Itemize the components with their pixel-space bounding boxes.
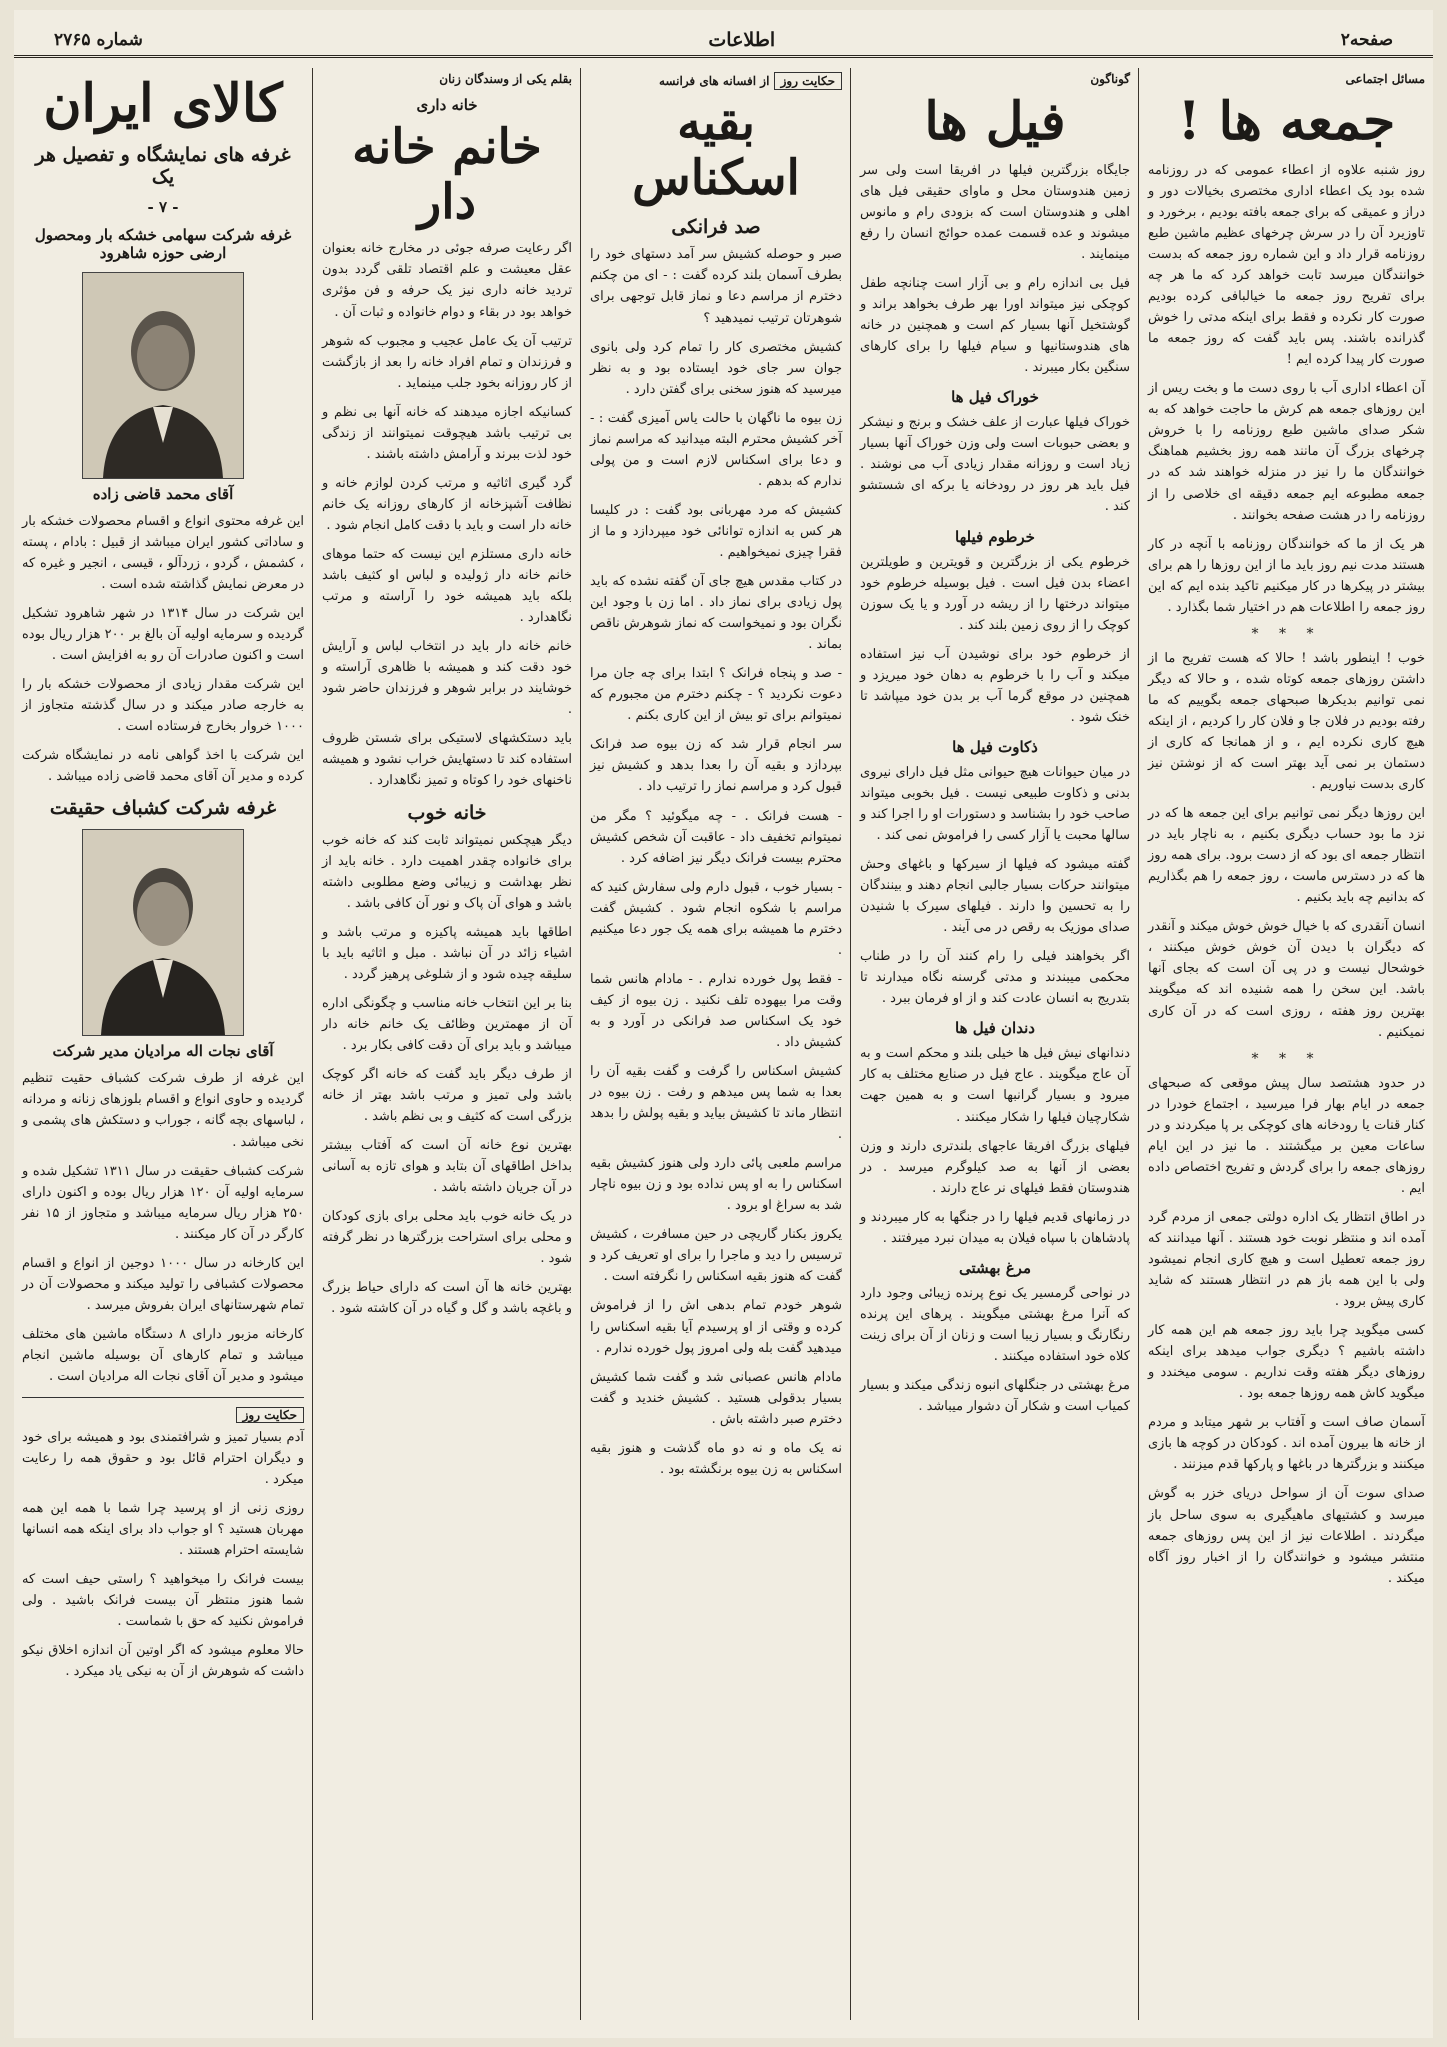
paragraph: بیست فرانک را میخواهید ؟ راستی حیف است که شما هنوز منتظر آن بیست فرانک باشید . ولی فراموش نکنید که حق با شماست . xyxy=(22,1572,304,1630)
paragraph: فیلهای بزرگ افریقا عاجهای بلندتری دارند و وزن بعضی از آنها به صد کیلوگرم میرسد . در هندوستان فقط فیلهای نر عاج دارند . xyxy=(860,1138,1130,1196)
page-label: صفحه۲ xyxy=(1340,29,1393,50)
portrait-image xyxy=(83,273,243,478)
paragraph: نه یک ماه و نه دو ماه گذشت و هنوز بقیه اسکناس به زن بیوه برنگشته بود . xyxy=(590,1440,842,1477)
column-jomeh-ha xyxy=(1140,68,1433,2020)
paragraph: در کتاب مقدس هیچ جای آن گفته نشده که باید پول زیادی برای نماز داد . اما زن با وجود این نگران بود و نمیخواست که نماز شوهرش ناقص بماند . xyxy=(590,574,842,653)
paragraph: اطاقها باید همیشه پاکیزه و مرتب باشد و اشیاء زائد در آن نباشد . مبل و اثاثیه باید با سلیقه چیده شود و از شلوغی پرهیز گردد . xyxy=(322,924,572,982)
paragraph: کسانیکه اجازه میدهند که خانه آنها بی نظم و بی ترتیب باشد هیچوقت نمیتوانند از زندگی خود لذت ببرند و آرامش داشته باشند . xyxy=(322,404,572,462)
column-rule xyxy=(1138,68,1139,2020)
paragraph: از طرف دیگر باید گفت که خانه اگر کوچک باشد ولی تمیز و مرتب باشد بهتر از خانه بزرگی است که کثیف و بی نظم باشد . xyxy=(322,1066,572,1125)
subtitle: غرفه های نمایشگاه و تفصیل هر یک xyxy=(35,143,291,188)
column-rule xyxy=(850,68,851,2020)
column-kalaye-iran xyxy=(14,68,312,2020)
paragraph: مرغ بهشتی در جنگلهای انبوه زندگی میکند و بسیار کمیاب است و شکار آن دشوار میباشد . xyxy=(860,1378,1130,1415)
paragraph: خانه داری مستلزم این نیست که حتما موهای خانم خانه دار ژولیده و لباس او کثیف باشد بلکه باید همیشه خود را آراسته و مرتب نگاهدارد . xyxy=(322,546,572,626)
paragraph: دندانهای نیش فیل ها خیلی بلند و محکم است و به آن عاج میگویند . عاج فیل در صنایع مختلف به کار میرود و بسیار گرانبها است و به همین جهت شکارچیان فیلها را شکار میکنند . xyxy=(860,1046,1130,1125)
byline: صد فرانکی xyxy=(671,216,761,239)
paragraph: در اطاق انتظار یک اداره دولتی جمعی از مردم گرد آمده اند و منتظر نوبت خود هستند . آنها میدانند که روز جمعه تعطیل است و هیچ کاری انجام نمیشود ولی با این همه باز هم در انتظار هستند که شاید کاری پیش برود . xyxy=(1148,1209,1425,1310)
section-kicker: بقلم یکی از وسندگان زنان xyxy=(439,72,572,86)
paragraph: کسی میگوید چرا باید روز جمعه هم این همه کار داشته باشیم ؟ دیگری جواب میدهد برای اینکه روزهای دیگر هفته وقت نداریم . سومی میخندد و میگوید کاش همه روزها جمعه بود . xyxy=(1148,1323,1425,1402)
paragraph: روز شنبه علاوه از اعطاء عمومی که در روزنامه شده بود یک اعطاء اداری مختصری بخیالات دور و دراز و عمیقی که برای جمعه بافته بودیم ، برخورد و تاوزیرد آن را در سرش چرخهای عظیم ماشین طبع روزنامه قرار داد و این شماره روز جمعه که بدست خوانندگان میرسد تابت خواهد کرد که ما هر چه برای تفریح روز جمعه ما خیالبافی کرده بودیم صورت کار نکرده و فقط برای اینکه مدتی را خوش گذرانده باشند. پس باید گفت که روز جمعه ما صورت کار پیدا کرده ایم ! xyxy=(1148,162,1425,368)
paragraph: روزی زنی از او پرسید چرا شما با همه این همه مهربان هستید ؟ او جواب داد برای اینکه همه انسانها شایسته احترام هستند . xyxy=(22,1501,304,1559)
paragraph: گرد گیری اثاثیه و مرتب کردن لوازم خانه و نظافت آشپزخانه از کارهای روزانه یک خانم خانه دار است و باید با دقت کامل انجام شود . xyxy=(322,475,572,533)
portrait-photo xyxy=(82,829,244,1036)
photo-caption: آقای نجات اله مرادیان مدیر شرکت xyxy=(52,1042,274,1061)
section-separator: * * * xyxy=(1251,625,1322,642)
headline-baghiye-eskenas: بقیه اسکناس xyxy=(632,95,800,207)
paragraph: انسان آنقدری که با خیال خوش خوش میکند و آنقدر که دیگران با دیدن آن خوش خوش میکنند ، خوشحال نیست و در پی آن است که بجای آنها باشد. این سخن را همه شنیده اند که میگویند بهترین روز هفته ، روزی است که در آن کاری نمیکنیم . xyxy=(1148,919,1425,1040)
paper-name: اطلاعات xyxy=(708,28,776,51)
paragraph: از خرطوم خود برای نوشیدن آب نیز استفاده میکند و آب را با خرطوم به دهان خود میریزد و همچنین در موقع گرما آب بر بدن خود میپاشد تا خنک شود . xyxy=(860,646,1130,725)
paragraph: فیل بی اندازه رام و بی آزار است چنانچه طفل کوچکی نیز میتواند اورا بهر طرف بخواهد براند و گوشتخیل آنها بسیار کم است و همچنین در خانه های هندوستانیها و سیام فیلها را برای کارهای سنگین بکار میبرند . xyxy=(860,276,1130,376)
photo-caption: آقای محمد قاضی زاده xyxy=(92,484,234,503)
headline-jomeh-ha: جمعه ها ! xyxy=(1177,91,1396,152)
paragraph: در میان حیوانات هیچ حیوانی مثل فیل دارای نیروی بدنی و ذکاوت طبیعی نیست . فیل بخوبی میتواند صاحب خود را بشناسد و دستورات او را اجرا کند و سالها محبت یا آزار کسی را فراموش نمی کند . xyxy=(860,764,1130,844)
paragraph: کشیش اسکناس را گرفت و گفت بقیه آن را بعدا به شما پس میدهم و رفت . زن بیوه در انتظار ماند تا کشیش بیاید و بقیه پولش را بدهد . xyxy=(590,1064,842,1143)
paragraph: شرکت کشباف حقیقت در سال ۱۳۱۱ تشکیل شده و سرمایه اولیه آن ۱۲۰ هزار ریال بوده و اکنون دارای ۲۵۰ هزار ریال سرمایه میباشد و متجاوز از ۱۵ نفر کارگر در آن کار میکنند . xyxy=(22,1163,304,1242)
story-tag: حکایت روز xyxy=(236,1407,304,1423)
portrait-image xyxy=(83,830,243,1035)
paragraph: خوب ! اینطور باشد ! حالا که هست تفریح ما از داشتن روزهای جمعه کوتاه شده ، و حالا که دیگر نمی توانیم بدیکرها صبحهای جمعه بگوییم که ما رفته بودیم در فلان جا و فلان کار را کردیم ، از اینکه هیچ کاری نکرده ایم ، و از همانجا که کاری از دستمان بر نمی آید بهتر است که از نوشتن نیز کاری بدست نیاوریم . xyxy=(1148,650,1425,793)
subheading: مرغ بهشتی xyxy=(959,1258,1031,1277)
paragraph: شوهر خودم تمام بدهی اش را از فراموش کرده و وقتی از او پرسیدم آیا بقیه اسکناس را میدهید گفت بله ولی امروز پول خورده ندارم . xyxy=(590,1298,842,1356)
story-source: از افسانه های فرانسه xyxy=(659,74,770,88)
paragraph: - بسیار خوب ، قبول دارم ولی سفارش کنید که مراسم با شکوه انجام شود . کشیش گفت دخترم ما همیشه برای همه یک جور دعا میکنیم . xyxy=(590,879,842,958)
paragraph: این شرکت با اخذ گواهی نامه در نمایشگاه شرکت کرده و مدیر آن آقای محمد قاضی زاده میباشد . xyxy=(22,748,304,785)
paragraph: حالا معلوم میشود که اگر اوتین آن اندازه اخلاق نیکو داشت که شوهرش از آن به نیکی یاد میکرد . xyxy=(22,1643,304,1680)
newspaper-page xyxy=(14,10,1433,2038)
paragraph: این روزها دیگر نمی توانیم برای این جمعه ها که در نزد ما بود حساب دیگری بکنیم ، به ناچار باید در انتظار جمعه ای بود که از دست برود. برای همه روز ها که در دسترس ماست ، روز جمعه را هم بگذاریم که بدانیم چه باید بکنیم . xyxy=(1148,806,1425,906)
paragraph: دیگر هیچکس نمیتواند ثابت کند که خانه خوب برای خانواده چقدر اهمیت دارد . خانه باید از نظر بهداشت و زیبائی وضع مطلوبی داشته باشد و هوای آن پاک و نور آن کافی باشد . xyxy=(322,832,572,911)
paragraph: اگر رعایت صرفه جوئی در مخارج خانه بعنوان عقل معیشت و علم اقتصاد تلقی گردد بدون تردید خانه داری نیز یک حرفه و فن مؤثری خواهد بود در بقاء و دوام خانواده و ثبات آن . xyxy=(322,241,572,320)
headline-kalaye-iran: کالای ایران xyxy=(43,73,283,134)
paragraph: کارخانه مزبور دارای ۸ دستگاه ماشین های مختلف میباشد و تمام کارهای آن بوسیله ماشین انجام میشود و مدیر آن آقای نجات اله مرادیان است . xyxy=(22,1326,304,1384)
section-label: خانه داری xyxy=(416,96,478,114)
paragraph: یکروز بکنار گاریچی در حین مسافرت ، کشیش ترسیس را دید و ماجرا را برای او تعریف کرد و گفت که هنوز بقیه اسکناس را نگرفته است . xyxy=(590,1227,842,1285)
paragraph: صبر و حوصله کشیش سر آمد دستهای خود را بطرف آسمان بلند کرده گفت : - ای من چکنم دخترم از مراسم دعا و نماز قابل توجهی برای شوهرتان ترتیب نمیدهید ؟ xyxy=(590,247,842,326)
subheading: خوراک فیل ها xyxy=(951,388,1039,407)
headline-fil-ha: فیل ها xyxy=(924,91,1066,152)
section-separator: * * * xyxy=(1251,1050,1322,1067)
paragraph: این کارخانه در سال ۱۰۰۰ دوجین از انواع و اقسام محصولات کشبافی را تولید میکند و محصولات آن در تمام شهرستانهای ایران بفروش میرسد . xyxy=(22,1255,304,1313)
subheading: دندان فیل ها xyxy=(955,1019,1035,1038)
section-kicker: گوناگون xyxy=(1090,72,1130,86)
paragraph: این غرفه از طرف شرکت کشباف حقیت تنظیم گردیده و حاوی انواع و اقسام بلوزهای زنانه و مردانه ، لباسهای بچه گانه ، جوراب و دستکش های پشمی و نخی میباشد . xyxy=(22,1071,304,1150)
column-fil-ha xyxy=(852,68,1138,2020)
masthead xyxy=(14,24,1433,58)
column-khanom-khanedar xyxy=(314,68,580,2020)
paragraph: در نواحی گرمسیر یک نوع پرنده زیبائی وجود دارد که آنرا مرغ بهشتی میگویند . پرهای این پرنده رنگارنگ و بسیار زیبا است و زنان از آن برای زینت کلاه خود استفاده میکنند . xyxy=(860,1285,1130,1364)
subheading: ذکاوت فیل ها xyxy=(952,737,1038,756)
paragraph: مراسم ملعبی پائی دارد ولی هنوز کشیش بقیه اسکناس را به او پس نداده بود و زن بیوه ناچار شد به سراغ او برود . xyxy=(590,1156,842,1214)
part-number: - ۷ - xyxy=(147,197,179,216)
paragraph: این شرکت در سال ۱۳۱۴ در شهر شاهرود تشکیل گردیده و سرمایه اولیه آن بالغ بر ۲۰۰ هزار ریال بوده است و اکنون صادرات آن رو به افزایش است . xyxy=(22,605,304,664)
column-baghiye-eskenas xyxy=(582,68,850,2020)
paragraph: گفته میشود که فیلها از سیرکها و باغهای وحش میتوانند حرکات بسیار جالبی انجام دهند و بینندگان را به تحسین وا دارند . فیلهای سیرک با شنیدن صدای موزیک به رقص در می آیند . xyxy=(860,857,1130,936)
paragraph: کشیش مختصری کار را تمام کرد ولی بانوی جوان سر جای خود ایستاده بود و به نظر میرسید که هنوز سخنی برای گفتن دارد . xyxy=(590,339,842,397)
paragraph: بهترین نوع خانه آن است که آفتاب بیشتر بداخل اطاقهای آن بتابد و هوای تازه به آسانی در آن جریان داشته باشد . xyxy=(322,1138,572,1196)
paragraph: بنا بر این انتخاب خانه مناسب و چگونگی اداره آن از مهمترین وظائف یک خانم خانه دار میباشد و باید برای آن دقت کافی بکار برد . xyxy=(322,995,572,1053)
paragraph: سر انجام قرار شد که زن بیوه صد فرانک بپردازد و بقیه آن را بعدا بدهد و کشیش نیز قبول کرد و مراسم نماز را ترتیب داد . xyxy=(590,737,842,795)
section-kicker: مسائل اجتماعی xyxy=(1345,72,1425,86)
column-rule xyxy=(312,68,313,2020)
paragraph: بهترین خانه ها آن است که دارای حیاط بزرگ و باغچه باشد و گل و گیاه در آن کاشته شود . xyxy=(322,1280,572,1317)
paragraph: آسمان صاف است و آفتاب بر شهر میتابد و مردم از خانه ها بیرون آمده اند . کودکان در کوچه ها بازی میکنند و بزرگترها در باغها و پارکها قدم میزنند . xyxy=(1148,1415,1425,1473)
paragraph: هر یک از ما که خوانندگان روزنامه با آنچه در کار هستند مدت نیم روز باید ما از این روزها را هم برای بیشتر در پیکرها در کار میکنیم تاکید بنده ایم که این روز جمعه را اطلاعات هم در اختیار شما بگذارد . xyxy=(1148,536,1425,615)
subheading: خانه خوب xyxy=(407,801,487,824)
paragraph: این شرکت مقدار زیادی از محصولات خشکه بار را به خارجه صادر میکند و در سال گذشته متجاوز از ۱۰۰۰ خروار بخارج فرستاده است . xyxy=(22,677,304,735)
headline-khanom-khanedar: خانم خانه دار xyxy=(352,119,542,231)
section-label: غرفه شرکت کشباف حقیقت xyxy=(49,797,277,820)
paragraph: - صد و پنجاه فرانک ؟ ابتدا برای چه جان مرا دعوت نکردید ؟ - چکنم دخترم من مجبورم که نمیتوانم برای تو بیش از این کاری بکنم . xyxy=(590,666,842,724)
paragraph: آدم بسیار تمیز و شرافتمندی بود و همیشه برای خود و دیگران احترام قائل بود و حقوق همه را رعایت میکرد . xyxy=(22,1430,304,1488)
paragraph: باید دستکشهای لاستیکی برای شستن ظروف استفاده کند تا دستهایش خراب نشود و همیشه ناخنهای خود را کوتاه و تمیز نگاهدارد . xyxy=(322,731,572,789)
paragraph: در زمانهای قدیم فیلها را در جنگها به کار میبردند و پادشاهان با سپاه فیلان به میدان نبرد میرفتند . xyxy=(860,1209,1130,1246)
section-label: غرفه شرکت سهامی خشکه بار ومحصول ارضی حوزه شاهرود xyxy=(34,225,292,262)
paragraph: در حدود هشتصد سال پیش موقعی که صبحهای جمعه در ایام بهار فرا میرسید ، اجتماع خودرا در کنار قنات یا رودخانه های کوچکی بر پا میکردند و در ساعات معین بر میگشتند . ما نیز در این ایام روزهای جمعه را برای گردش و تفریح اختصاص داده ایم . xyxy=(1148,1075,1425,1196)
paragraph: خرطوم یکی از بزرگترین و قویترین و طویلترین اعضاء بدن فیل است . فیل بوسیله خرطوم خود میتواند درختها را از ریشه در آورد و یا یک سوزن کوچک را از روی زمین بلند کند . xyxy=(860,554,1130,633)
paragraph: خانم خانه دار باید در انتخاب لباس و آرایش خود دقت کند و همیشه با ظاهری آراسته و خوشایند در برابر شوهر و فرزندان حاضر شود . xyxy=(322,639,572,718)
divider xyxy=(22,1397,304,1398)
paragraph: ترتیب آن یک عامل عجیب و مجبوب که شوهر و فرزندان و تمام افراد خانه را بعد از بازگشت از کار روزانه بخود جلب مینماید . xyxy=(322,333,572,391)
paragraph: خوراک فیلها عبارت از علف خشک و برنج و نیشکر و بعضی حبوبات است ولی وزن خوراک آنها بسیار زیاد است و روزانه مقدار زیادی آب می نوشند . فیل باید هر روز در رودخانه یا برکه ای شستشو کند . xyxy=(860,415,1130,515)
paragraph: کشیش که مرد مهربانی بود گفت : در کلیسا هر کس به اندازه توانائی خود میپردازد و ما از فقرا چیزی نمیخواهیم . xyxy=(590,502,842,560)
paragraph: در یک خانه خوب باید محلی برای بازی کودکان و محلی برای استراحت بزرگترها در نظر گرفته شود . xyxy=(322,1209,572,1267)
paragraph: صدای سوت آن از سواحل دریای خزر به گوش میرسد و کشتیهای ماهیگیری به سوی ساحل باز میگردند . اطلاعات نیز از این پس روزهای جمعه منتشر میشود و خوانندگان را از اخبار روز آگاه میکند . xyxy=(1148,1486,1425,1586)
subheading: خرطوم فیلها xyxy=(955,527,1035,546)
column-rule xyxy=(580,68,581,2020)
paragraph: این غرفه محتوی انواع و اقسام محصولات خشکه بار و ساداتی کشور ایران میباشد از قبیل : بادام ، پسته ، کشمش ، گردو ، زردآلو ، قیسی ، انجیر و غیره که در معرض نمایش گذاشته شده است . xyxy=(22,513,304,592)
portrait-photo xyxy=(82,272,244,479)
paragraph: - هست فرانک . - چه میگوئید ؟ مگر من نمیتوانم تخفیف داد - عاقبت آن شخص کشیش محترم بیست فرانک دیگر نیز اضافه کرد . xyxy=(590,808,842,866)
paragraph: مادام هانس عصبانی شد و گفت شما کشیش بسیار بدقولی هستید . کشیش خندید و گفت دخترم صبر داشته باش . xyxy=(590,1369,842,1427)
issue-number: شماره ۲۷۶۵ xyxy=(54,29,143,50)
section-kicker xyxy=(590,72,842,90)
paragraph: - فقط پول خورده ندارم . - مادام هانس شما وقت مرا بیهوده تلف نکنید . زن بیوه از کیف خود یک اسکناس صد فرانکی در آورد و به کشیش داد . xyxy=(590,971,842,1050)
paragraph: زن بیوه ما ناگهان با حالت یاس آمیزی گفت : - آخر کشیش محترم البته میدانید که مراسم نماز و دعا برای اسکناس لازم است و من پولی ندارم که بدهم . xyxy=(590,410,842,489)
story-tag: حکایت روز xyxy=(774,72,842,90)
paragraph: جایگاه بزرگترین فیلها در افریقا است ولی سر زمین هندوستان محل و ماوای حقیقی فیل های اهلی و هندوستان است که بزودی رام و مانوس میشوند و عده قسمت عمده حوائج انسان را رفع مینمایند . xyxy=(860,162,1130,262)
paragraph: اگر بخواهند فیلی را رام کنند آن را در طناب محکمی میبندند و مدتی گرسنه نگاه میدارند تا بتدریج به انسان عادت کند و از او فرمان ببرد . xyxy=(860,949,1130,1007)
paragraph: آن اعطاء اداری آب با روی دست ما و بخت ریس از این روزهای جمعه هم کرش ما حاجت خواهد که به شکر صدای ماشین طبع روزنامه را با خروش چرخهای بزرگ آن مانند همه روز بخشیم هماهنگ خوانندگان ما را نیز در منزله خواهند شد که در جمعه مطبوعه ایم جمعه دقیقه ای خلاصی را از روزنامه را در هشت صفحه بخوانند . xyxy=(1148,381,1425,523)
